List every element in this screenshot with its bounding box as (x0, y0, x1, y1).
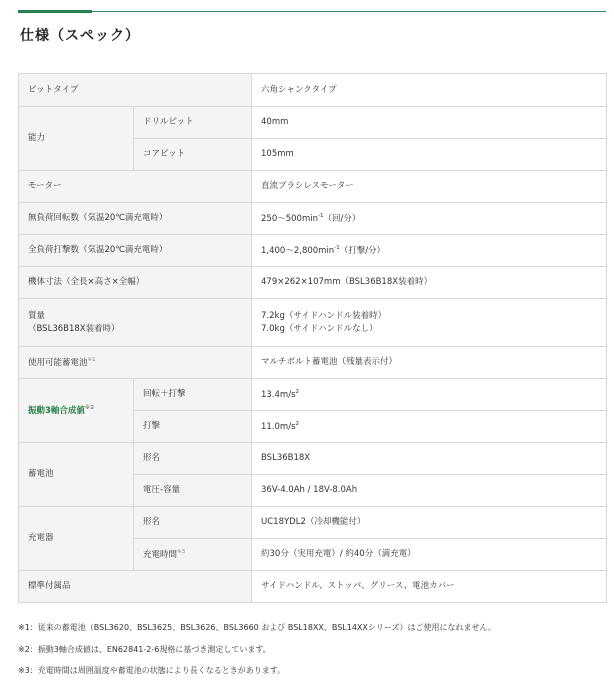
row-label-bit-type: ビットタイプ (19, 74, 252, 107)
value-exponent: -1 (317, 212, 324, 219)
table-row (19, 74, 607, 107)
value-exponent: -1 (334, 244, 340, 251)
row-label-usable-battery (19, 347, 252, 379)
row-label-battery: 蓄電池 (19, 443, 134, 507)
footnote-mark: ※3 (177, 548, 186, 555)
row-value-core-bit: 105mm (252, 139, 607, 171)
row-label-charger: 充電器 (19, 507, 134, 571)
section-title: 仕様（スペック） (20, 28, 140, 44)
table-row (19, 347, 607, 379)
value-text: 13.4m/s (261, 389, 296, 400)
footnote-2: ※2：振動3軸合成値は、EN62841-2-6規格に基づき測定しています。 (18, 644, 271, 654)
row-value-battery-voltage: 36V-4.0Ah / 18V-8.0Ah (252, 475, 607, 507)
row-value-battery-model: BSL36B18X (252, 443, 607, 475)
row-value-impact-rate (252, 235, 607, 267)
row-label-accessories: 標準付属品 (19, 571, 252, 603)
weight-label-line: 質量 (28, 310, 46, 321)
table-row (19, 171, 607, 203)
table-row (19, 507, 607, 539)
row-sublabel-hammer: 打撃 (134, 411, 252, 443)
table-row (19, 267, 607, 299)
row-value-drill-bit: 40mm (252, 107, 607, 139)
row-value-weight (252, 299, 607, 347)
footnote-mark: ※2 (84, 404, 95, 411)
header-divider (18, 11, 606, 12)
row-sublabel-core-bit: コアビット (134, 139, 252, 171)
footnotes (18, 622, 496, 685)
value-exponent: 2 (295, 388, 299, 395)
row-value-dimensions: 479×262×107mm（BSL36B18X装着時） (252, 267, 607, 299)
footnote-1: ※1：従来の蓄電池（BSL3620、BSL3625、BSL3626、BSL3660 および BSL18XX、BSL14XXシリーズ）はご使用になれません。 (18, 623, 496, 632)
weight-value-line: 7.2kg（サイドハンドル装着時） (261, 310, 387, 321)
footnote-mark: ※1 (87, 356, 96, 363)
table-row (19, 443, 607, 475)
weight-value-line: 7.0kg（サイドハンドルなし） (261, 323, 378, 334)
label-text: 充電時間 (143, 549, 178, 560)
label-text: 使用可能蓄電池 (28, 357, 88, 368)
table-row (19, 571, 607, 603)
row-value-rotation-hammer (252, 379, 607, 411)
row-label-motor: モーター (19, 171, 252, 203)
row-sublabel-charger-model: 形名 (134, 507, 252, 539)
row-label-vibration (19, 379, 134, 443)
row-value-usable-battery: マルチボルト蓄電池（残量表示付） (252, 347, 607, 379)
row-label-impact-rate: 全負荷打撃数（気温20℃満充電時） (19, 235, 252, 267)
table-row (19, 299, 607, 347)
table-row (19, 235, 607, 267)
row-value-charge-time: 約30分（実用充電）/ 約40分（満充電） (252, 539, 607, 571)
value-exponent: 2 (295, 420, 299, 427)
row-label-dimensions: 機体寸法（全長×高さ×全幅） (19, 267, 252, 299)
table-row (19, 203, 607, 235)
row-value-charger-model: UC18YDL2（冷却機能付） (252, 507, 607, 539)
value-text: 250～500min (261, 213, 318, 224)
row-value-bit-type: 六角シャンクタイプ (252, 74, 607, 107)
weight-label-line: （BSL36B18X装着時） (28, 323, 120, 334)
row-value-hammer (252, 411, 607, 443)
label-text: 振動3軸合成値 (28, 405, 85, 416)
row-sublabel-charge-time (134, 539, 252, 571)
row-label-no-load-speed: 無負荷回転数（気温20℃満充電時） (19, 203, 252, 235)
table-row (19, 379, 607, 411)
row-sublabel-rotation-hammer: 回転＋打撃 (134, 379, 252, 411)
row-sublabel-battery-voltage: 電圧-容量 (134, 475, 252, 507)
value-text: 1,400～2,800min (261, 245, 335, 256)
row-label-capacity: 能力 (19, 107, 134, 171)
value-unit: （打撃/分） (339, 245, 386, 256)
row-sublabel-drill-bit: ドリルビット (134, 107, 252, 139)
row-value-accessories: サイドハンドル、ストッパ、グリース、電池カバー (252, 571, 607, 603)
spec-table (18, 73, 607, 603)
value-unit: （回/分） (323, 213, 361, 224)
row-value-motor: 直流ブラシレスモーター (252, 171, 607, 203)
table-row (19, 107, 607, 139)
row-label-weight (19, 299, 252, 347)
footnote-3: ※3：充電時間は周囲温度や蓄電池の状態により長くなるときがあります。 (18, 666, 286, 675)
row-value-no-load-speed (252, 203, 607, 235)
row-sublabel-battery-model: 形名 (134, 443, 252, 475)
value-text: 11.0m/s (261, 421, 296, 432)
